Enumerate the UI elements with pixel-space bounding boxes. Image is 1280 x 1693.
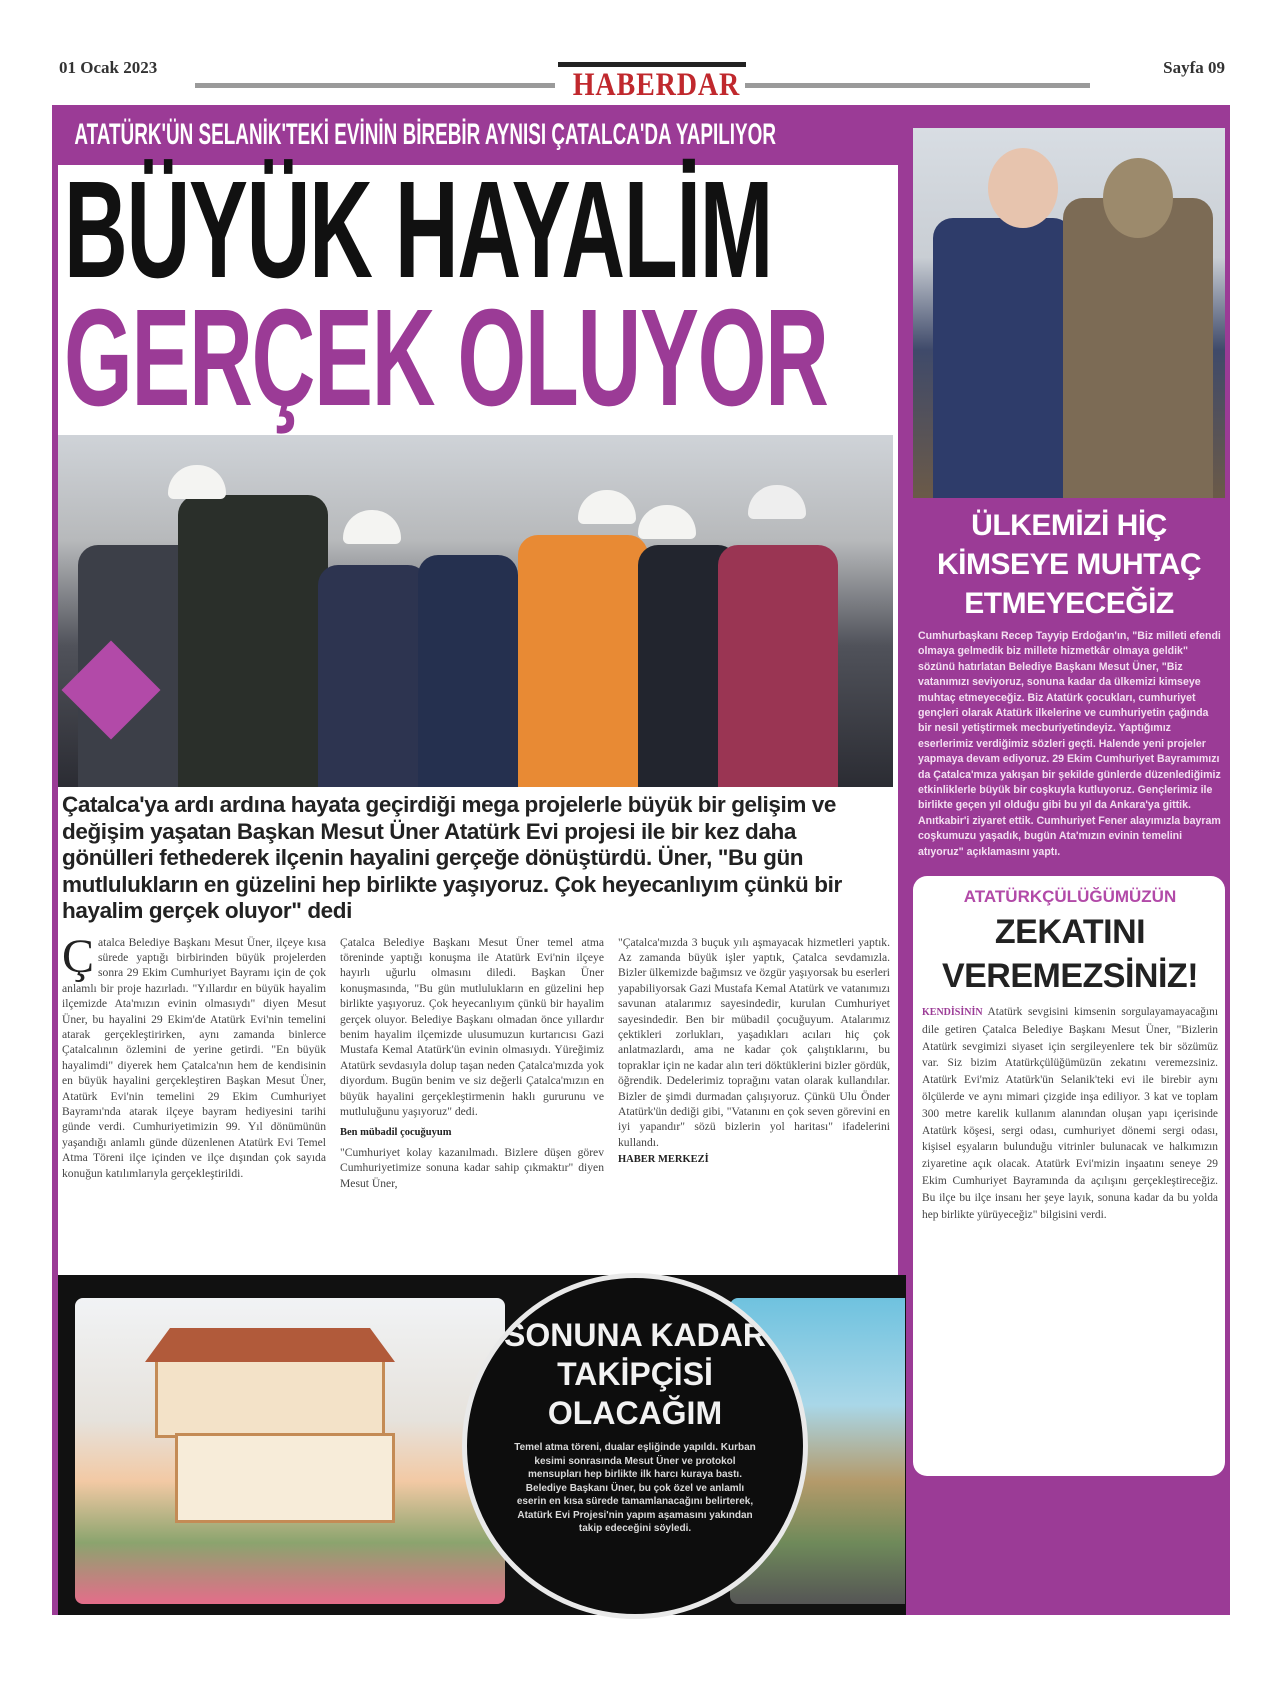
ceremony-photo [58, 435, 893, 787]
byline: HABER MERKEZİ [618, 1154, 709, 1166]
right-column [913, 506, 1225, 1476]
banner-text: ATATÜRK'ÜN SELANİK'TEKİ EVİNİN BİREBİR AYNISI ÇATALCA'DA YAPILIYOR [74, 118, 777, 151]
column-text: "Çatalca'mızda 3 buçuk yılı aşmayacak hizmetleri yaptık. Az zamanda büyük işler yaptık, Çatalca sevdamızla. Bizler ülkemizde bağımsız ve özgür yaşıyorsak bu eserleri yapabiliyorsak Gazi Mustafa Kemal Atatürk ve vatanımızı savunan atalarımız sayesindedir, kurulan Cumhuriyet sayesindedir. Ben bir mübadil çocuğuyum. Atalarımız çektikleri zorlukları, yaşadıkları acıları hiç çok anlatmazlardı, ama ne kadar çok çalıştıklarını, bu topraklar için ne kadar alın teri döktüklerini bizler gördük, öğrendik. Dedelerimiz toprağını vatan olarak kullandılar. Bizler de şimdi durmadan çalışıyoruz. Çünkü Ulu Önder Atatürk'ün dediği gibi, "Vatanını en çok seven görevini en iyi yapandır" sözü bizlerin yol haritası" ifadelerini kullandı. [618, 935, 890, 1149]
quote-box [913, 876, 1225, 1476]
sidebar-headline: ÜLKEMİZİ HİÇ KİMSEYE MUHTAÇ ETMEYECEĞİZ [936, 509, 1202, 620]
column-text: "Cumhuriyet kolay kazanılmadı. Bizlere düşen görev Cumhuriyetimize sonuna kadar sahip çıkmaktır" diyen Mesut Üner, [340, 1145, 604, 1190]
article-column-3 [618, 935, 890, 1192]
header-rule-right [745, 83, 1090, 88]
article-column-2 [340, 935, 604, 1192]
issue-date: 01 Ocak 2023 [59, 58, 158, 77]
column-text: Çatalca Belediye Başkanı Mesut Üner temel atma töreninde yaptığı konuşma ile Atatürk Evi'nin ilçeye hayırlı uğurlu olmasını diledi. Başkan Üner konuşmasında, "Bu gün mutlulukların en güzelini hep birlikte yaşıyoruz. Çok heyecanlıyım çünkü bir hayalim gerçek oluyor. Belediye Başkanı olmadan önce yıllardır benim hayalim ilçemizde ulusumuzun kurtarıcısı Gazi Mustafa Kemal Atatürk'ün evinin olmasıydı. Yüreğimiz Atatürk sevdasıyla dolup taşan neden Çatalca'mızda yok diyordum. Bugün benim ve siz değerli Çatalca'mızın en büyük hayalini gerçekleştirmenin haklı gururunu ve mutluluğunu yaşıyoruz" dedi. [340, 935, 604, 1118]
ataturk-house-render-photo [75, 1298, 505, 1604]
sidebar-body: Cumhurbaşkanı Recep Tayyip Erdoğan'ın, "Biz milleti efendi olmaya gelmedik biz millete hizmetkâr olmaya geldik" sözünü hatırlatan Belediye Başkanı Mesut Üner, "Biz vatanımızı seviyoruz, sonuna kadar da ülkemizi kimseye muhtaç etmeyeceğiz. Biz Atatürk çocukları, cumhuriyet gençleri olarak Atatürk ilkelerine ve cumhuriyetin çağında bir nesil yetiştirmek mecburiyetindeyiz. Yaptığımız eserlerimiz verdiğimiz sözleri geçti. Halende yeni projeler yapmaya devam ediyoruz. 29 Ekim Cumhuriyet Bayramımızı da Çatalca'mıza yakışan bir şekilde günlerde düzenlediğimiz etkinliklerle büyük bir coşkuyla kutluyoruz. Gençlerimiz ile birlikte geçen yıl olduğu gibi bu yıl da Ankara'ya gittik. Anıtkabir'i ziyaret ettik. Cumhuriyet Fener alayımızla bayram coşkumuzu yaşadık, bugün Ata'mızın evinin temelini atıyoruz" açıklamasını yaptı. [918, 630, 1221, 858]
article-lead: Çatalca'ya ardı ardına hayata geçirdiği mega projelerle büyük bir gelişim ve değişim yaşatan Başkan Mesut Üner Atatürk Evi projesi ile bir kez daha gönülleri fethederek ilçenin hayalini gerçeğe dönüştürdü. Üner, "Bu gün mutlulukların en güzelini hep birlikte yaşıyoruz. Çok heyecanlıyım çünkü bir hayalim gerçek oluyor" dedi [62, 792, 842, 923]
article-story [62, 792, 892, 1191]
box-body [922, 1004, 1218, 1223]
box-body-text: Atatürk sevgisini kimsenin sorgulayamayacağını dile getiren Çatalca Belediye Başkanı Mesut Üner, "Bizlerin Atatürk sevgimizi siyaset için sergileyenlere tek bir sözümüz var. Siz bizim Atatürkçülüğümüzün zekatını veremezsiniz. Atatürk Evi'miz Atatürk'ün Selanik'teki evi ile birebir aynı ölçülerde ve aynı mimari çizgide inşa ediliyor. 3 kat ve toplam 300 metre karelik kullanım alanından oluşan yapı içerisinde Atatürk köşesi, sergi odası, cumhuriyet dönemi sergi odası, kişisel eşyaların bulunduğu vitrinler bulunacak ve halkımızın ziyaretine açık olacak. Atatürk Evi'mizin inşaatını seneye 29 Ekim Cumhuriyet Bayramında da açılışını gerçekleştireceğiz. Bu ilçe bu ilçe insanı her şeye layık, sonuna kadar da bu yolda hep birlikte yürüyeceğiz" bilgisini verdi. [922, 1006, 1218, 1221]
circle-headline: SONUNA KADAR TAKİPÇİSİ OLACAĞIM [504, 1317, 766, 1431]
callout-circle [462, 1273, 808, 1619]
drop-cap: Ç [62, 929, 95, 983]
box-headline: ZEKATINI VEREMEZSİNİZ! [941, 913, 1199, 996]
header-rule-left [195, 83, 555, 88]
newspaper-logo [558, 62, 746, 104]
article-columns [62, 929, 892, 1192]
page-number: Sayfa 09 [1163, 58, 1225, 77]
article-column-1 [62, 929, 326, 1192]
column-text: atalca Belediye Başkanı Mesut Üner, ilçeye kısa sürede yaptığı birbirinden büyük projelerden sonra 29 Ekim Cumhuriyet Bayramı için de çok anlamlı bir proje hazırladı. "Yıllardır en büyük hayalim ilçemizde Ata'mızın evinin olmasıydı" diyen Mesut Üner, bu hayalini 29 Ekim'de Atatürk Evi'nin temelini atarak gerçekleştirirken, aynı zamanda binlerce Çatalcalının özlemini de yerine getirdi. "En büyük hayalimdi" diyerek hem Çatalca'nın hem de kendisinin en büyük hayalini gerçekleştiren Başkan Mesut Üner, Atatürk Evi'nin temelini 29 Ekim Cumhuriyet Bayramı'nda atarak ilçeye bayram hediyesini tarihi günde verdi. Cumhuriyetimizin 99. Yıl dönümünün yaşandığı anlamlı günde düzenlenen Atatürk Evi Temel Atma Töreni ilçe içinden ve ilçe dışından çok sayıda konuğun katılımlarıyla gerçekleştirildi. [62, 935, 326, 1180]
box-kicker: ATATÜRKÇÜLÜĞÜMÜZÜN [963, 887, 1177, 907]
headline-text: BÜYÜK HAYALİM [64, 153, 773, 307]
article-subhead: Ben mübadil çocuğuyum [340, 1127, 452, 1139]
box-lead-word: KENDİSİNİN [922, 1007, 983, 1019]
circle-body: Temel atma töreni, dualar eşliğinde yapıldı. Kurban kesimi sonrasında Mesut Üner ve protokol mensupları hep birlikte ilk harcı kuraya bastı. Belediye Başkanı Üner, bu çok özel ve anlamlı eserin en kısa sürede tamamlanacağını belirterek, Atatürk Evi Projesi'nin yapım aşamasını yakından takip edeceğini söyledi. [514, 1442, 756, 1534]
logo-text: HABERDAR [572, 67, 741, 103]
mayor-with-elderly-woman-photo [913, 128, 1225, 498]
headline-text: GERÇEK OLUYOR [64, 281, 828, 435]
